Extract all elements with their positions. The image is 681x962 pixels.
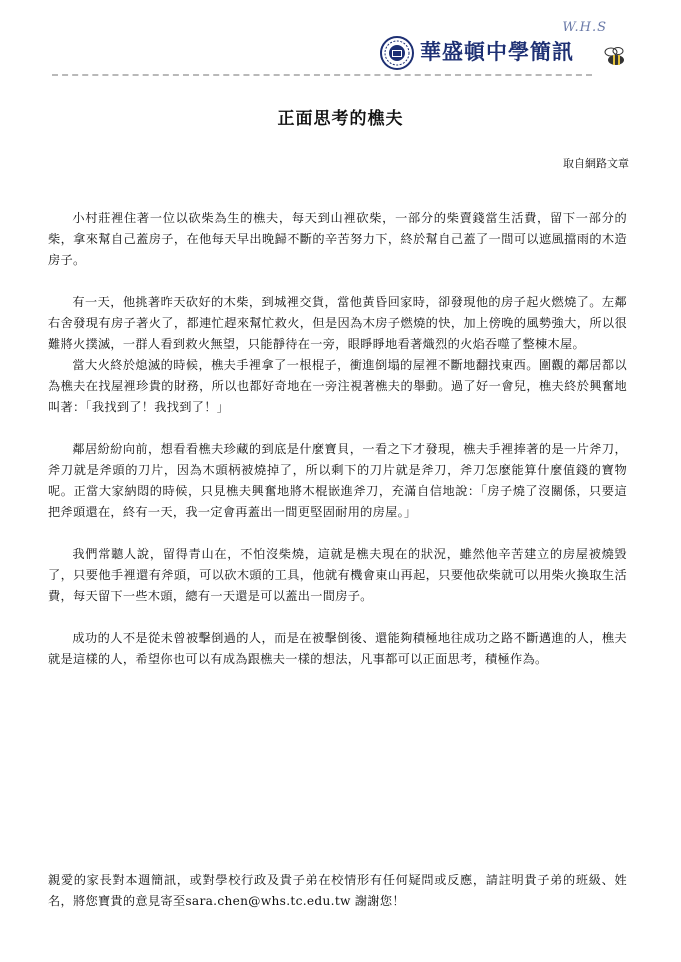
school-seal-icon — [380, 36, 414, 70]
article-paragraph: 成功的人不是從未曾被擊倒過的人，而是在被擊倒後、還能夠積極地往成功之路不斷邁進的人，樵夫就是這樣的人，希望你也可以有成為跟樵夫一樣的想法，凡事都可以正面思考，積極作為。 — [48, 631, 627, 666]
article-body — [48, 208, 627, 670]
article-paragraph: 鄰居紛紛向前，想看看樵夫珍藏的到底是什麼寶貝，一看之下才發現，樵夫手裡捧著的是一片斧刀，斧刀就是斧頭的刀片，因為木頭柄被燒掉了，所以剩下的刀片就是斧刀，斧刀怎麼能算什麼值錢的寶物呢。正當大家納悶的時候，只見樵夫興奮地將木棍嵌進斧刀，充滿自信地說：「房子燒了沒關係，只要這把斧頭還在，終有一天，我一定會再蓋出一間更堅固耐用的房屋。」 — [48, 442, 627, 519]
article-paragraph: 有一天，他挑著昨天砍好的木柴，到城裡交貨，當他黃昏回家時，卻發現他的房子起火燃燒了。左鄰右舍發現有房子著火了，都連忙趕來幫忙救火，但是因為木房子燃燒的快，加上傍晚的風勢強大，所以很難將火撲滅，一群人看到救火無望，只能靜待在一旁，眼睜睜地看著熾烈的火焰吞噬了整棟木屋。 — [48, 295, 627, 351]
newsletter-header — [52, 18, 629, 80]
article-paragraph: 當大火終於熄滅的時候，樵夫手裡拿了一根棍子，衝進倒塌的屋裡不斷地翻找東西。圍觀的鄰居都以為樵夫在找屋裡珍貴的財務，所以也都好奇地在一旁注視著樵夫的舉動。過了好一會兒，樵夫終於興奮地叫著：「我找到了！我找到了！」 — [48, 358, 627, 414]
bee-icon — [603, 46, 629, 68]
article-paragraph: 我們常聽人說，留得青山在，不怕沒柴燒，這就是樵夫現在的狀況，雖然他辛苦建立的房屋被燒毀了，只要他手裡還有斧頭，可以砍木頭的工具，他就有機會東山再起，只要他砍柴就可以用柴火換取生活費，每天留下一些木頭，總有一天還是可以蓋出一間房子。 — [48, 547, 627, 603]
parent-notice: 親愛的家長對本週簡訊，或對學校行政及貴子弟在校情形有任何疑問或反應，請註明貴子弟的班級、姓名，將您寶貴的意見寄至sara.chen@whs.tc.edu.tw 謝謝您！ — [48, 873, 627, 908]
header-divider — [52, 74, 592, 76]
article-source: 取自網路文章 — [563, 157, 629, 170]
newsletter-brand: 華盛頓中學簡訊 — [420, 40, 574, 64]
article-title: 正面思考的樵夫 — [277, 109, 404, 129]
article-paragraph: 小村莊裡住著一位以砍柴為生的樵夫，每天到山裡砍柴，一部分的柴賣錢當生活費，留下一部分的柴，拿來幫自己蓋房子，在他每天早出晚歸不斷的辛苦努力下，終於幫自己蓋了一間可以遮風擋雨的木造房子。 — [48, 211, 627, 267]
newsletter-logo — [380, 22, 625, 78]
brand-mark: W.H.S — [562, 20, 607, 35]
